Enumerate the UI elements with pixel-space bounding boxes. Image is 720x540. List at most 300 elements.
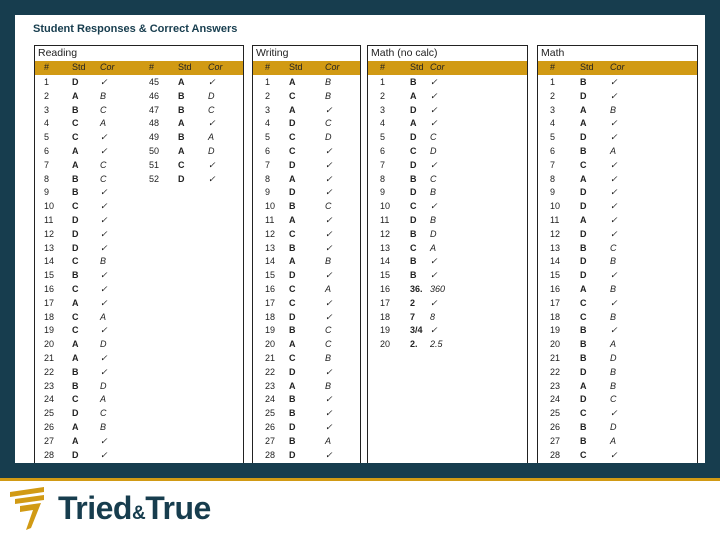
question-number: 26 (44, 422, 55, 432)
answer-row (253, 297, 360, 311)
question-number: 18 (265, 311, 276, 322)
correct-answer: C (208, 104, 215, 115)
answer-row (538, 173, 697, 187)
student-answer: D (580, 394, 587, 405)
student-answer: C (580, 408, 587, 419)
correct-answer: ✓ (100, 297, 108, 308)
student-answer: A (289, 380, 296, 391)
question-number: 4 (380, 118, 386, 129)
correct-answer: D (610, 422, 617, 432)
question-number: 17 (44, 297, 55, 308)
correct-answer: ✓ (100, 366, 108, 377)
answer-row (538, 186, 697, 200)
student-answer: C (72, 284, 79, 294)
answer-row (253, 380, 360, 394)
student-answer: C (72, 325, 79, 336)
correct-answer: ✓ (100, 449, 108, 460)
answer-row (538, 104, 697, 118)
question-number: 19 (380, 325, 391, 336)
correct-answer: B (325, 77, 332, 87)
student-answer: D (289, 159, 296, 170)
answer-row (538, 449, 697, 463)
student-answer: D (178, 173, 185, 184)
student-answer: D (72, 215, 79, 225)
answer-row (253, 366, 360, 380)
student-answer: D (410, 215, 417, 225)
question-number: 1 (265, 77, 271, 87)
header-std: Std (289, 62, 303, 72)
correct-answer: D (100, 339, 107, 350)
question-number: 14 (550, 256, 561, 267)
correct-answer: ✓ (430, 104, 438, 115)
answer-row (538, 324, 697, 338)
correct-answer: C (100, 104, 107, 115)
correct-answer: A (610, 435, 617, 446)
correct-answer: ✓ (610, 325, 618, 336)
question-number: 2 (44, 90, 50, 101)
question-number: 3 (550, 104, 556, 115)
answer-row (35, 90, 243, 104)
student-answer: A (72, 422, 79, 432)
question-number: 2 (265, 90, 271, 101)
question-number: 10 (44, 201, 55, 212)
answer-row (368, 159, 527, 173)
student-answer: B (410, 173, 417, 184)
question-number: 52 (149, 173, 160, 184)
question-number: 7 (380, 159, 386, 170)
header-std: Std (580, 62, 594, 72)
correct-answer: ✓ (100, 201, 108, 212)
student-answer: C (580, 449, 587, 460)
question-number: 5 (550, 132, 556, 143)
correct-answer: 8 (430, 311, 436, 322)
question-number: 2 (380, 90, 386, 101)
student-answer: D (289, 270, 296, 281)
student-answer: D (289, 366, 296, 377)
answer-row (35, 393, 243, 407)
student-answer: B (289, 201, 296, 212)
header-std: Std (178, 62, 192, 72)
answer-row (538, 159, 697, 173)
correct-answer: ✓ (610, 173, 618, 184)
header-cor: Cor (430, 62, 445, 72)
question-number: 13 (44, 242, 55, 253)
answer-row (35, 104, 243, 118)
correct-answer: B (325, 256, 332, 267)
student-answer: A (289, 104, 296, 115)
correct-answer: B (100, 256, 107, 267)
correct-answer: ✓ (100, 353, 108, 363)
answer-row (368, 283, 527, 297)
student-answer: A (72, 339, 79, 350)
student-answer: D (72, 408, 79, 419)
student-answer: B (178, 90, 185, 101)
answer-row (368, 117, 527, 131)
correct-answer: C (430, 173, 437, 184)
answer-row (35, 117, 243, 131)
student-answer: D (72, 228, 79, 239)
answer-row (538, 393, 697, 407)
answer-row (253, 352, 360, 366)
question-number: 8 (265, 173, 271, 184)
answer-row (253, 269, 360, 283)
student-answer: D (580, 270, 587, 281)
question-number: 11 (550, 215, 560, 225)
student-answer: C (72, 118, 79, 129)
student-answer: B (580, 339, 587, 350)
question-number: 25 (44, 408, 55, 419)
question-number: 20 (265, 339, 276, 350)
answer-row (368, 228, 527, 242)
correct-answer: C (325, 118, 332, 129)
correct-answer: ✓ (430, 270, 438, 281)
question-number: 18 (380, 311, 391, 322)
student-answer: B (72, 173, 79, 184)
question-number: 15 (380, 270, 391, 281)
question-number: 7 (265, 159, 271, 170)
brand-wordmark (58, 490, 211, 527)
student-answer: B (72, 270, 79, 281)
question-number: 15 (550, 270, 561, 281)
answer-row (538, 352, 697, 366)
answer-row (253, 159, 360, 173)
header-std: Std (72, 62, 86, 72)
correct-answer: ✓ (325, 394, 333, 405)
student-answer: D (580, 256, 587, 267)
question-number: 47 (149, 104, 160, 115)
answer-row (35, 173, 243, 187)
student-answer: B (580, 77, 587, 87)
student-answer: B (580, 353, 587, 363)
answer-row (35, 311, 243, 325)
header-num: # (149, 62, 155, 72)
answer-row (368, 214, 527, 228)
answer-row (253, 242, 360, 256)
student-answer: A (289, 256, 296, 267)
student-answer: D (580, 366, 587, 377)
answer-row (253, 117, 360, 131)
correct-answer: C (325, 201, 332, 212)
correct-answer: A (100, 311, 107, 322)
question-number: 5 (380, 132, 386, 143)
question-number: 5 (44, 132, 50, 143)
correct-answer: B (610, 366, 617, 377)
question-number: 21 (44, 353, 55, 363)
correct-answer: ✓ (208, 118, 216, 129)
answer-row (368, 90, 527, 104)
section-reading (34, 45, 244, 463)
question-number: 14 (380, 256, 391, 267)
student-answer: A (289, 173, 296, 184)
student-answer: B (72, 366, 79, 377)
question-number: 20 (380, 339, 391, 350)
answer-row (368, 200, 527, 214)
answer-row (35, 449, 243, 463)
question-number: 50 (149, 146, 160, 156)
section-title: Math (541, 47, 565, 59)
question-number: 9 (380, 187, 386, 198)
correct-answer: 360 (430, 284, 446, 294)
student-answer: C (410, 201, 417, 212)
answer-row (538, 200, 697, 214)
answer-row (35, 145, 243, 159)
student-answer: C (72, 132, 79, 143)
question-number: 21 (265, 353, 276, 363)
question-number: 4 (265, 118, 271, 129)
answer-row (253, 393, 360, 407)
correct-answer: B (610, 380, 617, 391)
correct-answer: ✓ (610, 408, 618, 419)
correct-answer: ✓ (325, 449, 333, 460)
student-answer: D (289, 449, 296, 460)
student-answer: B (410, 77, 417, 87)
student-answer: C (72, 394, 79, 405)
question-number: 3 (44, 104, 50, 115)
answer-row (538, 90, 697, 104)
student-answer: A (580, 118, 587, 129)
correct-answer: ✓ (100, 132, 108, 143)
answer-row (253, 255, 360, 269)
student-answer: D (410, 104, 417, 115)
question-number: 6 (44, 146, 50, 156)
question-number: 11 (44, 215, 54, 225)
correct-answer: C (430, 132, 437, 143)
answer-row (538, 242, 697, 256)
correct-answer: C (325, 339, 332, 350)
sheet-title: Student Responses & Correct Answers (33, 23, 238, 35)
answer-row (538, 145, 697, 159)
correct-answer: 2.5 (430, 339, 443, 350)
student-answer: A (72, 146, 79, 156)
correct-answer: ✓ (325, 242, 333, 253)
answer-row (538, 131, 697, 145)
correct-answer: ✓ (100, 187, 108, 198)
question-number: 11 (380, 215, 390, 225)
question-number: 12 (265, 228, 276, 239)
question-number: 45 (149, 77, 160, 87)
correct-answer: ✓ (430, 297, 438, 308)
student-answer: A (178, 118, 185, 129)
student-answer: 2 (410, 297, 416, 308)
answer-row (253, 228, 360, 242)
question-number: 9 (44, 187, 50, 198)
answer-row (35, 352, 243, 366)
question-number: 23 (550, 380, 561, 391)
student-answer: C (289, 146, 296, 156)
answer-row (368, 145, 527, 159)
correct-answer: ✓ (610, 159, 618, 170)
correct-answer: B (430, 215, 437, 225)
answer-row (538, 338, 697, 352)
correct-answer: D (208, 90, 215, 101)
question-number: 16 (265, 284, 276, 294)
question-number: 17 (265, 297, 276, 308)
question-number: 18 (44, 311, 55, 322)
student-answer: B (289, 325, 296, 336)
student-answer: B (72, 380, 79, 391)
question-number: 6 (550, 146, 556, 156)
question-number: 51 (149, 159, 160, 170)
answer-row (35, 214, 243, 228)
correct-answer: B (430, 187, 437, 198)
student-answer: B (580, 325, 587, 336)
answer-row (253, 449, 360, 463)
question-number: 15 (265, 270, 276, 281)
correct-answer: ✓ (430, 159, 438, 170)
question-number: 14 (265, 256, 276, 267)
brand-last: True (145, 490, 211, 526)
correct-answer: B (610, 104, 617, 115)
question-number: 22 (44, 366, 55, 377)
student-answer: 7 (410, 311, 416, 322)
answer-row (35, 200, 243, 214)
correct-answer: ✓ (100, 228, 108, 239)
correct-answer: ✓ (610, 118, 618, 129)
question-number: 24 (44, 394, 55, 405)
correct-answer: ✓ (610, 90, 618, 101)
correct-answer: ✓ (610, 270, 618, 281)
header-cor: Cor (325, 62, 340, 72)
correct-answer: B (100, 422, 107, 432)
answer-row (253, 324, 360, 338)
correct-answer: ✓ (610, 201, 618, 212)
correct-answer: C (610, 394, 617, 405)
question-number: 12 (550, 228, 561, 239)
student-answer: B (580, 435, 587, 446)
question-number: 12 (380, 228, 391, 239)
question-number: 6 (265, 146, 271, 156)
answer-row (538, 311, 697, 325)
question-number: 18 (550, 311, 561, 322)
question-number: 22 (550, 366, 561, 377)
question-number: 17 (380, 297, 391, 308)
question-number: 25 (550, 408, 561, 419)
correct-answer: ✓ (100, 242, 108, 253)
student-answer: C (289, 353, 296, 363)
student-answer: D (410, 187, 417, 198)
correct-answer: ✓ (610, 228, 618, 239)
question-number: 16 (550, 284, 561, 294)
correct-answer: ✓ (325, 311, 333, 322)
answer-row (35, 421, 243, 435)
answer-row (35, 297, 243, 311)
student-answer: D (580, 228, 587, 239)
student-answer: A (72, 297, 79, 308)
answer-row (253, 283, 360, 297)
student-answer: A (580, 104, 587, 115)
answer-row (35, 228, 243, 242)
student-answer: 2. (410, 339, 418, 350)
answer-row (253, 214, 360, 228)
student-answer: B (289, 435, 296, 446)
question-number: 5 (265, 132, 271, 143)
student-answer: C (410, 242, 417, 253)
correct-answer: ✓ (430, 201, 438, 212)
answer-row (35, 338, 243, 352)
correct-answer: ✓ (430, 325, 438, 336)
question-number: 20 (550, 339, 561, 350)
question-number: 10 (265, 201, 276, 212)
question-number: 27 (44, 435, 55, 446)
correct-answer: ✓ (100, 270, 108, 281)
answer-row (35, 76, 243, 90)
correct-answer: A (325, 435, 332, 446)
question-number: 6 (380, 146, 386, 156)
answer-row (368, 131, 527, 145)
student-answer: A (580, 173, 587, 184)
student-answer: A (580, 284, 587, 294)
question-number: 48 (149, 118, 160, 129)
answer-row (538, 366, 697, 380)
correct-answer: ✓ (100, 435, 108, 446)
header-std: Std (410, 62, 424, 72)
student-answer: C (410, 146, 417, 156)
correct-answer: ✓ (325, 104, 333, 115)
answer-sheet (15, 15, 705, 463)
student-answer: 36. (410, 284, 423, 294)
answer-row (35, 366, 243, 380)
answer-row (35, 159, 243, 173)
question-number: 24 (265, 394, 276, 405)
correct-answer: A (430, 242, 437, 253)
correct-answer: B (325, 353, 332, 363)
question-number: 25 (265, 408, 276, 419)
answer-row (538, 76, 697, 90)
correct-answer: C (325, 325, 332, 336)
answer-row (253, 76, 360, 90)
question-number: 3 (380, 104, 386, 115)
question-number: 4 (550, 118, 556, 129)
correct-answer: ✓ (208, 77, 216, 87)
answer-row (538, 117, 697, 131)
question-number: 16 (44, 284, 55, 294)
student-answer: A (580, 380, 587, 391)
correct-answer: ✓ (610, 132, 618, 143)
question-number: 11 (265, 215, 275, 225)
column-header (253, 61, 360, 75)
correct-answer: ✓ (100, 215, 108, 225)
question-number: 9 (265, 187, 271, 198)
correct-answer: ✓ (100, 77, 108, 87)
answer-row (368, 186, 527, 200)
answer-row (253, 186, 360, 200)
answer-row (368, 255, 527, 269)
student-answer: A (72, 435, 79, 446)
student-answer: D (289, 118, 296, 129)
student-answer: D (580, 132, 587, 143)
correct-answer: ✓ (430, 118, 438, 129)
question-number: 20 (44, 339, 55, 350)
question-number: 28 (44, 449, 55, 460)
correct-answer: ✓ (610, 77, 618, 87)
question-number: 21 (550, 353, 561, 363)
answer-row (35, 186, 243, 200)
question-number: 26 (550, 422, 561, 432)
correct-answer: ✓ (325, 228, 333, 239)
student-answer: A (178, 77, 185, 87)
section-math (537, 45, 698, 463)
question-number: 10 (550, 201, 561, 212)
question-number: 8 (44, 173, 50, 184)
answer-row (35, 283, 243, 297)
answer-row (368, 311, 527, 325)
student-answer: B (72, 187, 79, 198)
correct-answer: ✓ (325, 270, 333, 281)
answer-row (368, 104, 527, 118)
answer-row (253, 90, 360, 104)
answer-row (253, 131, 360, 145)
question-number: 4 (44, 118, 50, 129)
